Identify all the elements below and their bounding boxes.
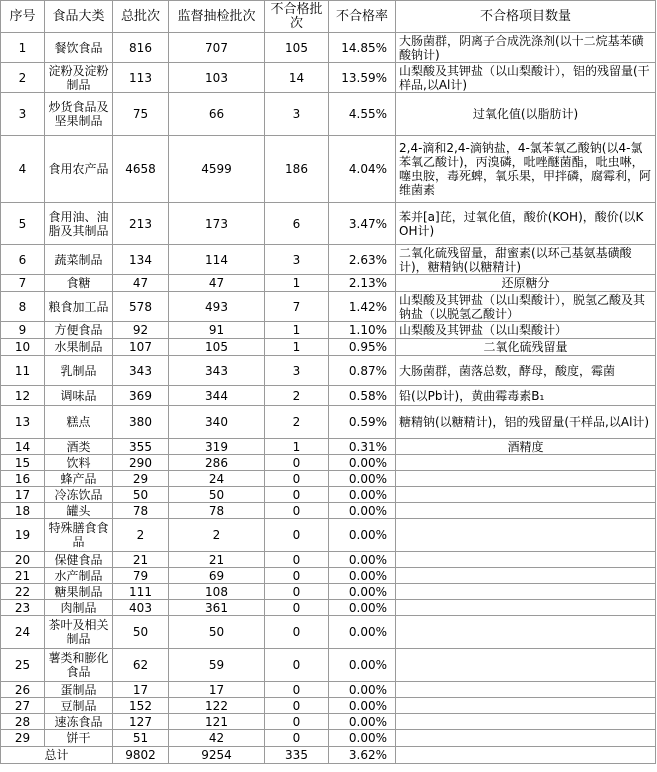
sampled-batches-cell[interactable]: 4599 bbox=[169, 136, 265, 203]
failed-items-cell[interactable] bbox=[396, 552, 656, 568]
failed-items-cell[interactable] bbox=[396, 568, 656, 584]
sampled-batches-cell[interactable]: 21 bbox=[169, 552, 265, 568]
failed-batches-cell[interactable]: 0 bbox=[265, 600, 329, 616]
category-cell[interactable]: 特殊膳食食品 bbox=[45, 519, 113, 552]
failed-items-cell[interactable] bbox=[396, 487, 656, 503]
failed-batches-cell[interactable]: 2 bbox=[265, 386, 329, 406]
sampled-batches-cell[interactable]: 493 bbox=[169, 292, 265, 322]
category-cell[interactable]: 酒类 bbox=[45, 439, 113, 455]
table-row bbox=[1, 93, 656, 136]
category-cell[interactable]: 粮食加工品 bbox=[45, 292, 113, 322]
failure-rate-cell[interactable]: 0.00% bbox=[329, 568, 396, 584]
category-cell[interactable]: 餐饮食品 bbox=[45, 33, 113, 63]
total-batches-cell[interactable]: 134 bbox=[113, 245, 169, 275]
failure-rate-cell[interactable]: 0.59% bbox=[329, 406, 396, 439]
failed-items-cell[interactable] bbox=[396, 471, 656, 487]
failed-items-cell[interactable]: 山梨酸及其钾盐（以山梨酸计），脱氢乙酸及其钠盐（以脱氢乙酸计） bbox=[396, 292, 656, 322]
total-batches-cell[interactable]: 107 bbox=[113, 339, 169, 356]
row-number[interactable]: 19 bbox=[1, 519, 45, 552]
header-items[interactable]: 不合格项目数量 bbox=[396, 1, 656, 33]
table-row bbox=[1, 487, 656, 503]
row-number[interactable]: 4 bbox=[1, 136, 45, 203]
failed-items-cell[interactable] bbox=[396, 698, 656, 714]
failed-batches-cell[interactable]: 3 bbox=[265, 356, 329, 386]
row-number[interactable]: 29 bbox=[1, 730, 45, 747]
failed-items-cell[interactable]: 苯并[a]芘，过氧化值，酸价(KOH)，酸价(以KOH计) bbox=[396, 203, 656, 245]
table-row bbox=[1, 406, 656, 439]
table-row bbox=[1, 245, 656, 275]
sampled-batches-cell[interactable]: 286 bbox=[169, 455, 265, 471]
sampled-batches-cell[interactable]: 122 bbox=[169, 698, 265, 714]
total-batches-cell[interactable]: 213 bbox=[113, 203, 169, 245]
category-cell[interactable]: 水产制品 bbox=[45, 568, 113, 584]
failure-rate-cell[interactable]: 0.00% bbox=[329, 487, 396, 503]
category-cell[interactable]: 蔬菜制品 bbox=[45, 245, 113, 275]
total-batches-cell[interactable]: 355 bbox=[113, 439, 169, 455]
sampled-batches-cell[interactable]: 50 bbox=[169, 487, 265, 503]
row-number[interactable]: 14 bbox=[1, 439, 45, 455]
total-batches-cell[interactable]: 380 bbox=[113, 406, 169, 439]
table-row bbox=[1, 552, 656, 568]
failed-items-cell[interactable]: 大肠菌群，阴离子合成洗涤剂(以十二烷基苯磺酸钠计) bbox=[396, 33, 656, 63]
total-batches-cell[interactable]: 17 bbox=[113, 682, 169, 698]
header-no[interactable]: 序号 bbox=[1, 1, 45, 33]
failed-batches-cell[interactable]: 14 bbox=[265, 63, 329, 93]
total-batches-cell[interactable]: 290 bbox=[113, 455, 169, 471]
row-number[interactable]: 17 bbox=[1, 487, 45, 503]
failed-items-cell[interactable] bbox=[396, 584, 656, 600]
table-row bbox=[1, 600, 656, 616]
failed-items-cell[interactable]: 二氧化硫残留量 bbox=[396, 339, 656, 356]
total-batches-cell[interactable]: 403 bbox=[113, 600, 169, 616]
sampled-batches-cell[interactable]: 114 bbox=[169, 245, 265, 275]
failed-batches-cell[interactable]: 0 bbox=[265, 682, 329, 698]
failed-items-cell[interactable]: 糖精钠(以糖精计)，铝的残留量(干样品,以Al计) bbox=[396, 406, 656, 439]
failure-rate-cell[interactable]: 0.00% bbox=[329, 455, 396, 471]
failure-rate-cell[interactable]: 0.00% bbox=[329, 714, 396, 730]
total-batches-cell[interactable]: 343 bbox=[113, 356, 169, 386]
failure-rate-cell[interactable]: 0.00% bbox=[329, 600, 396, 616]
failed-batches-cell[interactable]: 1 bbox=[265, 339, 329, 356]
failure-rate-cell[interactable]: 0.00% bbox=[329, 503, 396, 519]
total-batches-cell[interactable]: 816 bbox=[113, 33, 169, 63]
failure-rate-cell[interactable]: 14.85% bbox=[329, 33, 396, 63]
total-batches-cell[interactable]: 79 bbox=[113, 568, 169, 584]
failed-items-cell[interactable] bbox=[396, 616, 656, 649]
row-number[interactable]: 23 bbox=[1, 600, 45, 616]
failed-batches-cell[interactable]: 0 bbox=[265, 616, 329, 649]
total-batches-cell[interactable]: 47 bbox=[113, 275, 169, 292]
sampled-batches-cell[interactable]: 59 bbox=[169, 649, 265, 682]
total-rate-cell[interactable]: 3.62% bbox=[329, 747, 396, 764]
failed-items-cell[interactable] bbox=[396, 503, 656, 519]
category-cell[interactable]: 豆制品 bbox=[45, 698, 113, 714]
table-row bbox=[1, 292, 656, 322]
failed-items-cell[interactable] bbox=[396, 600, 656, 616]
row-number[interactable]: 28 bbox=[1, 714, 45, 730]
category-cell[interactable]: 调味品 bbox=[45, 386, 113, 406]
row-number[interactable]: 3 bbox=[1, 93, 45, 136]
table-row bbox=[1, 322, 656, 339]
table-row bbox=[1, 584, 656, 600]
failed-batches-cell[interactable]: 0 bbox=[265, 471, 329, 487]
failed-sum-cell[interactable]: 335 bbox=[265, 747, 329, 764]
failed-items-cell[interactable] bbox=[396, 714, 656, 730]
header-sampled[interactable]: 监督抽检批次 bbox=[169, 1, 265, 33]
failure-rate-cell[interactable]: 0.31% bbox=[329, 439, 396, 455]
category-cell[interactable]: 饼干 bbox=[45, 730, 113, 747]
failure-rate-cell[interactable]: 0.00% bbox=[329, 698, 396, 714]
table-row bbox=[1, 339, 656, 356]
row-number[interactable]: 20 bbox=[1, 552, 45, 568]
sampled-batches-cell[interactable]: 103 bbox=[169, 63, 265, 93]
category-cell[interactable]: 糖果制品 bbox=[45, 584, 113, 600]
total-batches-cell[interactable]: 62 bbox=[113, 649, 169, 682]
failure-rate-cell[interactable]: 0.95% bbox=[329, 339, 396, 356]
sampled-batches-cell[interactable]: 340 bbox=[169, 406, 265, 439]
total-batches-cell[interactable]: 113 bbox=[113, 63, 169, 93]
row-number[interactable]: 24 bbox=[1, 616, 45, 649]
sampled-batches-cell[interactable]: 50 bbox=[169, 616, 265, 649]
category-cell[interactable]: 方便食品 bbox=[45, 322, 113, 339]
table-row bbox=[1, 471, 656, 487]
sampled-batches-cell[interactable]: 42 bbox=[169, 730, 265, 747]
failed-batches-cell[interactable]: 1 bbox=[265, 322, 329, 339]
total-batches-cell[interactable]: 578 bbox=[113, 292, 169, 322]
failed-batches-cell[interactable]: 186 bbox=[265, 136, 329, 203]
sampled-batches-cell[interactable]: 91 bbox=[169, 322, 265, 339]
failed-batches-cell[interactable]: 0 bbox=[265, 584, 329, 600]
category-cell[interactable]: 淀粉及淀粉制品 bbox=[45, 63, 113, 93]
failure-rate-cell[interactable]: 0.00% bbox=[329, 730, 396, 747]
total-batches-cell[interactable]: 75 bbox=[113, 93, 169, 136]
failed-items-cell[interactable] bbox=[396, 455, 656, 471]
table-row bbox=[1, 136, 656, 203]
sampled-batches-cell[interactable]: 24 bbox=[169, 471, 265, 487]
failed-items-cell[interactable] bbox=[396, 519, 656, 552]
total-items-cell[interactable] bbox=[396, 747, 656, 764]
failed-batches-cell[interactable]: 0 bbox=[265, 503, 329, 519]
total-batches-cell[interactable]: 111 bbox=[113, 584, 169, 600]
category-cell[interactable]: 保健食品 bbox=[45, 552, 113, 568]
row-number[interactable]: 7 bbox=[1, 275, 45, 292]
sampled-sum-cell[interactable]: 9254 bbox=[169, 747, 265, 764]
failed-items-cell[interactable]: 铅(以Pb计)，黄曲霉毒素B₁ bbox=[396, 386, 656, 406]
row-number[interactable]: 25 bbox=[1, 649, 45, 682]
category-cell[interactable]: 茶叶及相关制品 bbox=[45, 616, 113, 649]
failed-batches-cell[interactable]: 3 bbox=[265, 245, 329, 275]
sampled-batches-cell[interactable]: 319 bbox=[169, 439, 265, 455]
failure-rate-cell[interactable]: 0.00% bbox=[329, 649, 396, 682]
total-batches-cell[interactable]: 92 bbox=[113, 322, 169, 339]
category-cell[interactable]: 速冻食品 bbox=[45, 714, 113, 730]
row-number[interactable]: 1 bbox=[1, 33, 45, 63]
row-number[interactable]: 22 bbox=[1, 584, 45, 600]
table-row bbox=[1, 503, 656, 519]
sampled-batches-cell[interactable]: 361 bbox=[169, 600, 265, 616]
failed-items-cell[interactable]: 山梨酸及其钾盐（以山梨酸计），铝的残留量(干样品,以Al计) bbox=[396, 63, 656, 93]
failure-rate-cell[interactable]: 0.00% bbox=[329, 584, 396, 600]
failed-batches-cell[interactable]: 0 bbox=[265, 698, 329, 714]
row-number[interactable]: 18 bbox=[1, 503, 45, 519]
row-number[interactable]: 21 bbox=[1, 568, 45, 584]
failure-rate-cell[interactable]: 0.00% bbox=[329, 682, 396, 698]
category-cell[interactable]: 炒货食品及坚果制品 bbox=[45, 93, 113, 136]
sampled-batches-cell[interactable]: 78 bbox=[169, 503, 265, 519]
category-cell[interactable]: 食用油、油脂及其制品 bbox=[45, 203, 113, 245]
failed-items-cell[interactable]: 还原糖分 bbox=[396, 275, 656, 292]
row-number[interactable]: 11 bbox=[1, 356, 45, 386]
failure-rate-cell[interactable]: 1.10% bbox=[329, 322, 396, 339]
failure-rate-cell[interactable]: 0.87% bbox=[329, 356, 396, 386]
table-row bbox=[1, 714, 656, 730]
failure-rate-cell[interactable]: 4.55% bbox=[329, 93, 396, 136]
table-row bbox=[1, 33, 656, 63]
table-row bbox=[1, 649, 656, 682]
row-number[interactable]: 15 bbox=[1, 455, 45, 471]
table-row bbox=[1, 730, 656, 747]
sampled-batches-cell[interactable]: 344 bbox=[169, 386, 265, 406]
failed-batches-cell[interactable]: 7 bbox=[265, 292, 329, 322]
failed-items-cell[interactable] bbox=[396, 682, 656, 698]
total-batches-cell[interactable]: 50 bbox=[113, 487, 169, 503]
row-number[interactable]: 10 bbox=[1, 339, 45, 356]
total-batches-cell[interactable]: 127 bbox=[113, 714, 169, 730]
row-number[interactable]: 27 bbox=[1, 698, 45, 714]
category-cell[interactable]: 罐头 bbox=[45, 503, 113, 519]
failed-batches-cell[interactable]: 0 bbox=[265, 714, 329, 730]
total-batches-cell[interactable]: 152 bbox=[113, 698, 169, 714]
total-label[interactable]: 总计 bbox=[1, 747, 113, 764]
category-cell[interactable]: 食糖 bbox=[45, 275, 113, 292]
failure-rate-cell[interactable]: 0.00% bbox=[329, 552, 396, 568]
failure-rate-cell[interactable]: 4.04% bbox=[329, 136, 396, 203]
sampled-batches-cell[interactable]: 121 bbox=[169, 714, 265, 730]
row-number[interactable]: 13 bbox=[1, 406, 45, 439]
failed-batches-cell[interactable]: 0 bbox=[265, 649, 329, 682]
sampled-batches-cell[interactable]: 2 bbox=[169, 519, 265, 552]
failed-items-cell[interactable] bbox=[396, 730, 656, 747]
header-category[interactable]: 食品大类 bbox=[45, 1, 113, 33]
row-number[interactable]: 9 bbox=[1, 322, 45, 339]
category-cell[interactable]: 糕点 bbox=[45, 406, 113, 439]
total-batches-cell[interactable]: 51 bbox=[113, 730, 169, 747]
failure-rate-cell[interactable]: 3.47% bbox=[329, 203, 396, 245]
failed-items-cell[interactable]: 过氧化值(以脂肪计) bbox=[396, 93, 656, 136]
total-batches-cell[interactable]: 2 bbox=[113, 519, 169, 552]
sampled-batches-cell[interactable]: 108 bbox=[169, 584, 265, 600]
total-batches-cell[interactable]: 29 bbox=[113, 471, 169, 487]
failure-rate-cell[interactable]: 0.00% bbox=[329, 616, 396, 649]
table-row bbox=[1, 682, 656, 698]
header-failed[interactable]: 不合格批次 bbox=[265, 1, 329, 33]
total-sum-cell[interactable]: 9802 bbox=[113, 747, 169, 764]
category-cell[interactable]: 乳制品 bbox=[45, 356, 113, 386]
failure-rate-cell[interactable]: 0.00% bbox=[329, 519, 396, 552]
failed-items-cell[interactable]: 酒精度 bbox=[396, 439, 656, 455]
failure-rate-cell[interactable]: 0.58% bbox=[329, 386, 396, 406]
table-row bbox=[1, 386, 656, 406]
category-cell[interactable]: 蛋制品 bbox=[45, 682, 113, 698]
sampled-batches-cell[interactable]: 173 bbox=[169, 203, 265, 245]
header-row bbox=[1, 1, 656, 33]
failed-items-cell[interactable]: 大肠菌群，菌落总数，酵母，酸度，霉菌 bbox=[396, 356, 656, 386]
category-cell[interactable]: 肉制品 bbox=[45, 600, 113, 616]
total-row bbox=[1, 747, 656, 764]
failed-batches-cell[interactable]: 0 bbox=[265, 568, 329, 584]
table-body bbox=[1, 1, 656, 764]
failure-rate-cell[interactable]: 13.59% bbox=[329, 63, 396, 93]
failed-batches-cell[interactable]: 3 bbox=[265, 93, 329, 136]
category-cell[interactable]: 食用农产品 bbox=[45, 136, 113, 203]
failed-batches-cell[interactable]: 0 bbox=[265, 730, 329, 747]
failed-batches-cell[interactable]: 2 bbox=[265, 406, 329, 439]
failed-batches-cell[interactable]: 0 bbox=[265, 519, 329, 552]
row-number[interactable]: 16 bbox=[1, 471, 45, 487]
table-row bbox=[1, 568, 656, 584]
total-batches-cell[interactable]: 4658 bbox=[113, 136, 169, 203]
sampled-batches-cell[interactable]: 105 bbox=[169, 339, 265, 356]
table-row bbox=[1, 275, 656, 292]
table-row bbox=[1, 455, 656, 471]
total-batches-cell[interactable]: 369 bbox=[113, 386, 169, 406]
table-row bbox=[1, 356, 656, 386]
header-total[interactable]: 总批次 bbox=[113, 1, 169, 33]
failed-batches-cell[interactable]: 0 bbox=[265, 455, 329, 471]
sampled-batches-cell[interactable]: 343 bbox=[169, 356, 265, 386]
table-row bbox=[1, 203, 656, 245]
total-batches-cell[interactable]: 78 bbox=[113, 503, 169, 519]
failure-rate-cell[interactable]: 1.42% bbox=[329, 292, 396, 322]
failed-batches-cell[interactable]: 105 bbox=[265, 33, 329, 63]
row-number[interactable]: 8 bbox=[1, 292, 45, 322]
sampled-batches-cell[interactable]: 707 bbox=[169, 33, 265, 63]
header-rate[interactable]: 不合格率 bbox=[329, 1, 396, 33]
category-cell[interactable]: 冷冻饮品 bbox=[45, 487, 113, 503]
category-cell[interactable]: 饮料 bbox=[45, 455, 113, 471]
table-row bbox=[1, 439, 656, 455]
category-cell[interactable]: 水果制品 bbox=[45, 339, 113, 356]
failure-rate-cell[interactable]: 2.63% bbox=[329, 245, 396, 275]
sampled-batches-cell[interactable]: 47 bbox=[169, 275, 265, 292]
table-row bbox=[1, 63, 656, 93]
failure-rate-cell[interactable]: 0.00% bbox=[329, 471, 396, 487]
row-number[interactable]: 12 bbox=[1, 386, 45, 406]
failed-batches-cell[interactable]: 1 bbox=[265, 275, 329, 292]
table-row bbox=[1, 616, 656, 649]
failed-batches-cell[interactable]: 1 bbox=[265, 439, 329, 455]
table-row bbox=[1, 698, 656, 714]
total-batches-cell[interactable]: 50 bbox=[113, 616, 169, 649]
total-batches-cell[interactable]: 21 bbox=[113, 552, 169, 568]
category-cell[interactable]: 蜂产品 bbox=[45, 471, 113, 487]
row-number[interactable]: 26 bbox=[1, 682, 45, 698]
failed-items-cell[interactable]: 2,4-滴和2,4-滴钠盐，4-氯苯氧乙酸钠(以4-氯苯氧乙酸计)，丙溴磷，吡唑醚菌酯，吡虫啉，噻虫胺，毒死蜱，氧乐果，甲拌磷，腐霉利，阿维菌素 bbox=[396, 136, 656, 203]
failed-batches-cell[interactable]: 0 bbox=[265, 487, 329, 503]
failed-batches-cell[interactable]: 6 bbox=[265, 203, 329, 245]
row-number[interactable]: 6 bbox=[1, 245, 45, 275]
sampled-batches-cell[interactable]: 66 bbox=[169, 93, 265, 136]
failed-items-cell[interactable]: 二氧化硫残留量，甜蜜素(以环己基氨基磺酸计)，糖精钠(以糖精计) bbox=[396, 245, 656, 275]
failed-items-cell[interactable] bbox=[396, 649, 656, 682]
row-number[interactable]: 2 bbox=[1, 63, 45, 93]
failed-batches-cell[interactable]: 0 bbox=[265, 552, 329, 568]
failed-items-cell[interactable]: 山梨酸及其钾盐（以山梨酸计） bbox=[396, 322, 656, 339]
sampled-batches-cell[interactable]: 17 bbox=[169, 682, 265, 698]
sampled-batches-cell[interactable]: 69 bbox=[169, 568, 265, 584]
failure-rate-cell[interactable]: 2.13% bbox=[329, 275, 396, 292]
category-cell[interactable]: 薯类和膨化食品 bbox=[45, 649, 113, 682]
table-row bbox=[1, 519, 656, 552]
row-number[interactable]: 5 bbox=[1, 203, 45, 245]
